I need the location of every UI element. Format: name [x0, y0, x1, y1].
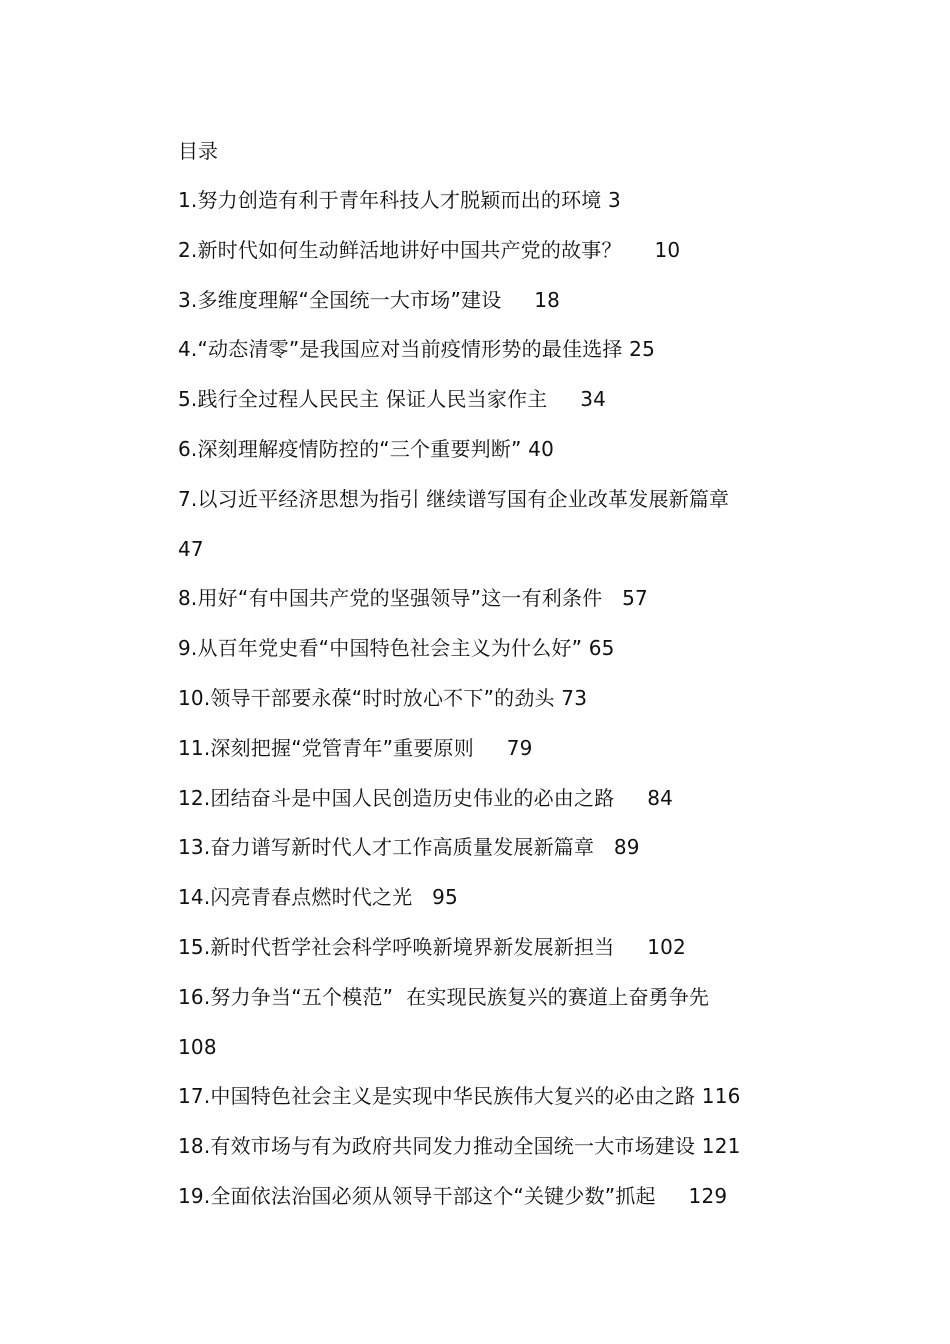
toc-entry: 4.“动态清零”是我国应对当前疫情形势的最佳选择 25 [178, 337, 656, 362]
toc-entry: 7.以习近平经济思想为指引 继续谱写国有企业改革发展新篇章 [178, 486, 730, 511]
toc-title: 目录 [178, 139, 218, 163]
toc-entry: 17.中国特色社会主义是实现中华民族伟大复兴的必由之路 116 [178, 1084, 741, 1109]
toc-entry: 18.有效市场与有为政府共同发力推动全国统一大市场建设 121 [178, 1134, 741, 1159]
toc-entry: 19.全面依法治国必须从领导干部这个“关键少数”抓起 129 [178, 1183, 728, 1208]
toc-entry: 9.从百年党史看“中国特色社会主义为什么好” 65 [178, 636, 615, 661]
toc-entry: 13.奋力谱写新时代人才工作高质量发展新篇章 89 [178, 835, 640, 860]
toc-list [178, 185, 818, 1231]
toc-entry-page-number: 108 [178, 1034, 217, 1059]
toc-entry: 2.新时代如何生动鲜活地讲好中国共产党的故事？ 10 [178, 237, 681, 262]
toc-entry: 16.努力争当“五个模范” 在实现民族复兴的赛道上奋勇争先 [178, 984, 710, 1009]
toc-entry: 8.用好“有中国共产党的坚强领导”这一有利条件 57 [178, 586, 648, 611]
toc-entry-page-number: 47 [178, 536, 204, 561]
toc-entry: 1.努力创造有利于青年科技人才脱颖而出的环境 3 [178, 188, 621, 212]
toc-entry: 12.团结奋斗是中国人民创造历史伟业的必由之路 84 [178, 785, 674, 810]
toc-entry: 14.闪亮青春点燃时代之光 95 [178, 885, 458, 910]
toc-entry: 5.践行全过程人民民主 保证人民当家作主 34 [178, 387, 607, 412]
toc-entry: 3.多维度理解“全国统一大市场”建设 18 [178, 287, 561, 312]
toc-entry: 10.领导干部要永葆“时时放心不下”的劲头 73 [178, 685, 588, 710]
toc-entry: 15.新时代哲学社会科学呼唤新境界新发展新担当 102 [178, 934, 686, 959]
toc-entry: 11.深刻把握“党管青年”重要原则 79 [178, 735, 533, 760]
toc-entry: 6.深刻理解疫情防控的“三个重要判断” 40 [178, 436, 555, 461]
